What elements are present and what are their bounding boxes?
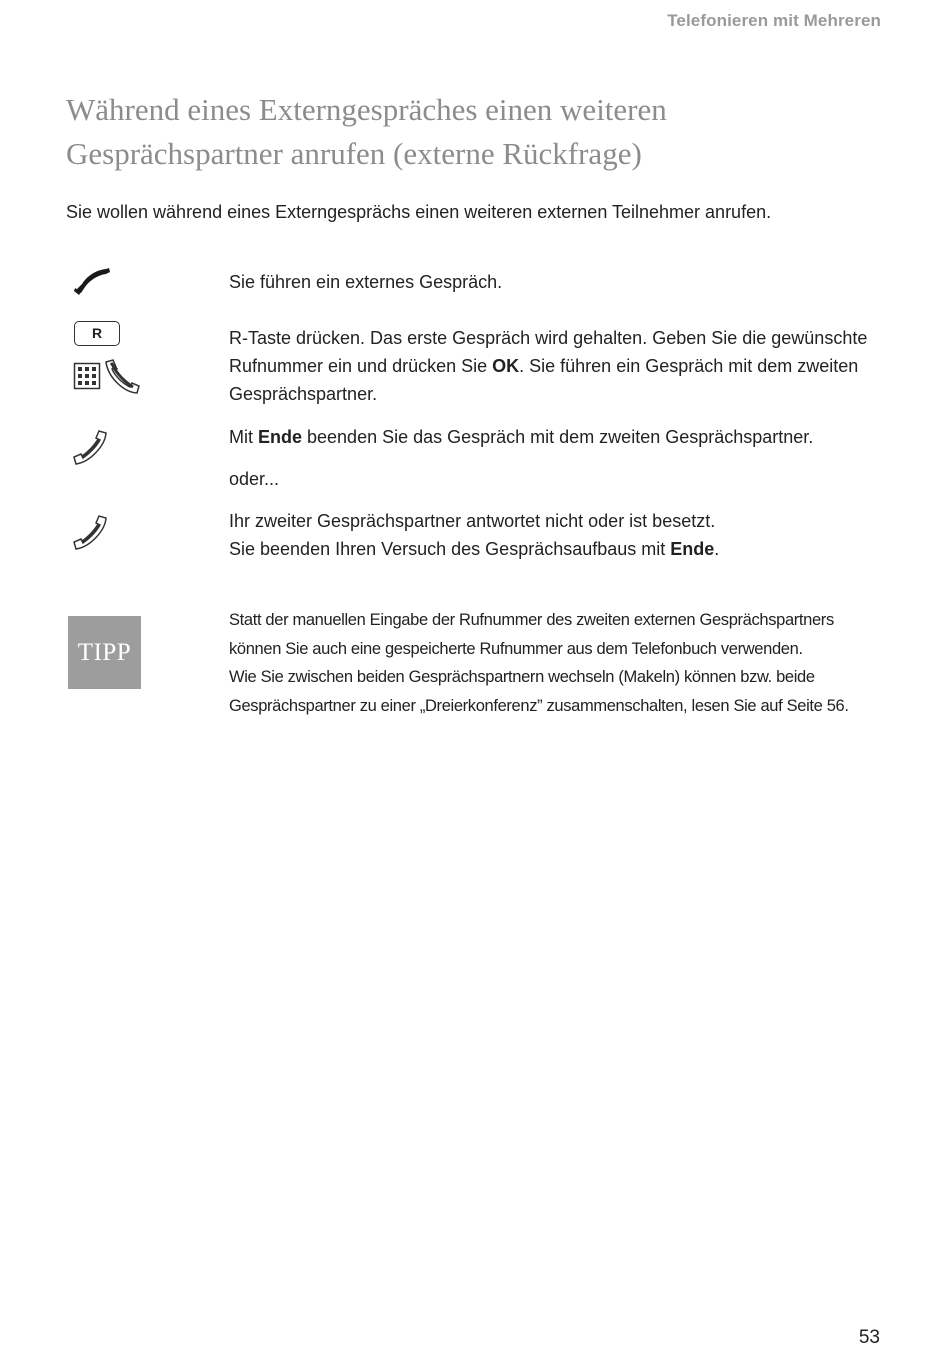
section-title (66, 88, 886, 176)
tipp-line-1: Statt der manuellen Eingabe der Rufnummer des zweiten externen Gesprächspartners (229, 611, 834, 629)
step-4-text (229, 507, 879, 563)
step-2-line-3: Gesprächspartner. (229, 384, 378, 404)
handset-offhook-icon (72, 266, 114, 298)
hangup-handset-icon (72, 515, 112, 553)
step-2-line-2-b: . Sie führen ein Gespräch mit dem zweiten (519, 356, 859, 376)
hangup-handset-icon (72, 430, 112, 468)
ende-key-name: Ende (258, 427, 303, 447)
intro-text: Sie wollen während eines Externgesprächs einen weiteren externen Teilnehmer anrufen. (66, 202, 772, 222)
tipp-line-2: können Sie auch eine gespeicherte Rufnummer aus dem Telefonbuch verwenden. (229, 639, 803, 658)
or-text (229, 465, 879, 493)
keypad-icon (73, 362, 101, 390)
step-3-a: Mit (229, 427, 258, 447)
r-key-icon (74, 321, 120, 346)
step-4-line-2 (229, 535, 879, 563)
tipp-label: TIPP (77, 638, 132, 666)
step-2-line-2-a: Rufnummer ein und drücken Sie (229, 356, 493, 376)
step-1-line: Sie führen ein externes Gespräch. (229, 272, 503, 292)
page-number: 53 (858, 1327, 880, 1348)
step-1-text (229, 268, 879, 296)
tipp-line-4: Gesprächspartner zu einer „Dreierkonferenz” zusammenschalten, lesen Sie auf Seite 56. (229, 696, 849, 715)
step-3-text (229, 423, 879, 451)
step-4-line-2-a: Sie beenden Ihren Versuch des Gesprächsaufbaus mit (229, 539, 671, 559)
dial-handset-icon (103, 358, 141, 396)
ok-key-name: OK (492, 356, 520, 376)
tipp-line-3: Wie Sie zwischen beiden Gesprächspartnern wechseln (Makeln) können bzw. beide (229, 668, 815, 686)
step-2-line-2 (229, 352, 879, 380)
step-3-line (229, 423, 879, 451)
step-2-text (229, 324, 879, 408)
step-4-line-2-b: . (714, 539, 720, 559)
or-line: oder... (229, 469, 280, 489)
step-2-line-1: R-Taste drücken. Das erste Gespräch wird gehalten. Geben Sie die gewünschte (229, 328, 868, 348)
tipp-badge (68, 616, 141, 689)
ende-key-name: Ende (670, 539, 715, 559)
tipp-text (229, 606, 889, 720)
section-title-line-2: Gesprächspartner anrufen (externe Rückfrage) (66, 136, 642, 171)
step-4-line-1: Ihr zweiter Gesprächspartner antwortet nicht oder ist besetzt. (229, 511, 716, 531)
section-title-line-1: Während eines Externgespräches einen weiteren (66, 92, 667, 127)
step-3-b: beenden Sie das Gespräch mit dem zweiten Gesprächspartner. (302, 427, 814, 447)
running-head: Telefonieren mit Mehreren (667, 11, 881, 30)
r-key-label: R (91, 325, 103, 341)
